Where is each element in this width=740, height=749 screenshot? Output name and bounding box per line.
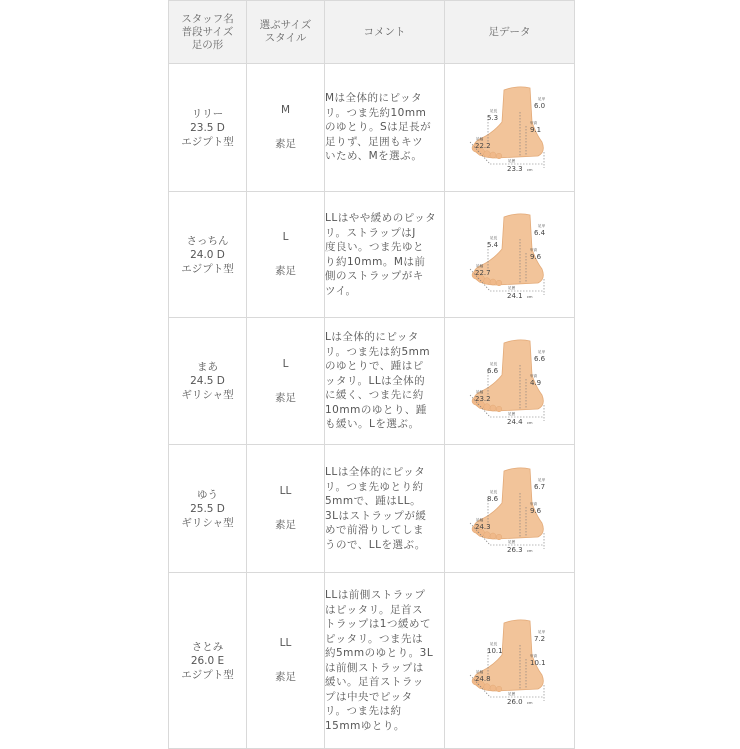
comment-line: いため、Mを選ぶ。	[325, 150, 423, 163]
comment-line: に緩く、つま先に約	[325, 389, 424, 402]
foot-data-cell	[445, 318, 575, 445]
foot-data-cell	[445, 192, 575, 318]
header-staff-line: スタッフ名	[181, 12, 234, 25]
usual-size: 26.0 E	[190, 654, 225, 667]
chosen-size: LL	[279, 637, 292, 649]
table-row	[169, 192, 575, 318]
size-cell	[247, 445, 325, 573]
unit-label: cm	[526, 421, 532, 425]
height-value: 5.4	[486, 240, 498, 249]
instep-value: 6.7	[533, 482, 545, 491]
comment-line: ツイ。	[325, 284, 357, 297]
toe-shape	[490, 533, 496, 539]
length-value: 24.4	[506, 418, 523, 426]
comment-cell	[325, 445, 445, 573]
usual-size: 25.5 D	[190, 502, 225, 515]
comment-line: 緩い。足首ストラッ	[325, 676, 424, 688]
girth-value: 24.3	[474, 522, 491, 531]
staff-cell	[169, 318, 247, 445]
usual-size: 23.5 D	[190, 121, 225, 134]
comment-line: LLは全体的にピッタ	[325, 466, 426, 478]
size-fitting-table	[168, 0, 575, 749]
comment-line: Lは全体的にピッタ	[325, 331, 419, 344]
length-value: 26.0	[506, 697, 523, 706]
instep-label: 足甲	[537, 223, 545, 228]
instep-value: 6.0	[533, 101, 545, 110]
height-value: 5.3	[486, 113, 498, 122]
toe-shape	[483, 404, 490, 411]
wear-style: 素足	[275, 265, 296, 277]
toe-shape	[496, 534, 502, 540]
comment-line: うので、LLを選ぶ。	[325, 538, 426, 551]
foot-shape-type: エジプト型	[181, 262, 234, 275]
comment-line: のゆとりで、踵はピ	[325, 360, 424, 373]
height-value: 6.6	[486, 367, 498, 375]
header-size-line: スタイル	[264, 32, 307, 44]
width-label: 足幅	[475, 517, 483, 522]
comment-line: 度良い。つま先ゆと	[325, 241, 424, 253]
unit-label: cm	[526, 700, 532, 705]
comment-cell	[325, 318, 445, 445]
comment-line: は前側ストラップは	[325, 661, 424, 674]
wear-style: 素足	[275, 138, 296, 150]
comment-cell	[325, 192, 445, 318]
chosen-size: L	[282, 357, 289, 370]
staff-cell	[169, 192, 247, 318]
toe-shape	[496, 686, 502, 692]
header-size	[247, 1, 325, 64]
staff-cell	[169, 445, 247, 573]
foot-diagram	[460, 82, 560, 174]
width-value: 9.6	[529, 506, 541, 515]
girth-value: 22.2	[474, 141, 491, 150]
comment-line: Mは全体的にピッタ	[325, 92, 423, 105]
comment-line: ッタリ。LLは全体的	[325, 374, 426, 387]
foot-diagram	[460, 615, 560, 707]
staff-name: さっちん	[186, 234, 229, 247]
girth-value: 24.8	[474, 674, 491, 683]
foot-shape-type: エジプト型	[181, 135, 234, 148]
comment-line: リ。ストラップはJ	[325, 226, 416, 239]
foot-shape-type: ギリシャ型	[181, 389, 234, 401]
comment-line: トラップは1つ緩めて	[325, 618, 431, 630]
height-label: 甲高	[529, 653, 537, 658]
staff-name: ゆう	[197, 488, 218, 501]
instep-label: 足甲	[537, 96, 545, 101]
comment-line: リ。つま先約10mm	[325, 106, 427, 119]
foot-shape-type: ギリシャ型	[181, 516, 234, 529]
header-staff	[169, 1, 247, 64]
toe-shape	[483, 683, 490, 690]
instep-value: 7.2	[533, 634, 545, 643]
length-label: 足長	[489, 362, 497, 366]
length-value: 26.3	[506, 545, 523, 554]
comment-line: 側のストラップがキ	[325, 270, 424, 282]
comment-line: 約5mmのゆとり。3L	[325, 647, 434, 659]
foot-data-cell	[445, 445, 575, 573]
width-value: 10.1	[529, 658, 546, 667]
comment-line: リ。つま先ゆとり約	[325, 480, 424, 493]
comment-line: も緩い。Lを選ぶ。	[325, 418, 420, 431]
header-staff-line: 足の形	[191, 38, 224, 51]
table-row	[169, 573, 575, 749]
comment-line: めで前滑りしてしま	[325, 524, 424, 536]
height-label: 甲高	[529, 501, 537, 506]
foot-data-cell	[445, 64, 575, 192]
comment-line: はピッタリ。足首ス	[325, 603, 424, 616]
size-cell	[247, 318, 325, 445]
staff-name: まあ	[197, 361, 218, 373]
header-size-line: 選ぶサイズ	[259, 19, 312, 31]
staff-cell	[169, 573, 247, 749]
table-row	[169, 445, 575, 573]
girth-value: 23.2	[474, 395, 491, 403]
comment-line: ピッタリ。つま先は	[325, 632, 424, 645]
header-staff-line: 普段サイズ	[181, 25, 234, 38]
wear-style: 素足	[275, 391, 296, 404]
header-foot-data: 足データ	[445, 1, 575, 64]
chosen-size: L	[282, 231, 289, 243]
length-label: 足長	[489, 489, 497, 494]
length-value: 24.1	[506, 291, 523, 300]
girth-label: 足囲	[507, 539, 515, 544]
staff-name: さとみ	[191, 640, 224, 653]
toe-shape	[483, 531, 490, 538]
width-value: 4.9	[529, 379, 541, 387]
toe-shape	[490, 405, 496, 411]
comment-line: プは中央でピッタ	[325, 690, 413, 703]
table-row	[169, 318, 575, 445]
width-label: 足幅	[475, 669, 483, 674]
table-row	[169, 64, 575, 192]
width-label: 足幅	[475, 263, 483, 268]
toe-shape	[490, 279, 496, 285]
girth-label: 足囲	[507, 412, 515, 416]
toe-shape	[496, 280, 502, 286]
girth-label: 足囲	[507, 158, 515, 163]
comment-line: 10mmのゆとり、踵	[325, 403, 427, 416]
length-label: 足長	[489, 235, 497, 240]
comment-cell	[325, 573, 445, 749]
instep-label: 足甲	[537, 350, 545, 354]
unit-label: cm	[526, 548, 532, 553]
width-label: 足幅	[475, 390, 483, 394]
width-value: 9.6	[529, 252, 541, 261]
foot-shape-type: エジプト型	[181, 668, 234, 681]
toe-shape	[483, 277, 490, 284]
girth-value: 22.7	[474, 268, 491, 277]
usual-size: 24.5 D	[190, 375, 225, 387]
comment-line: LLはやや緩めのピッタ	[325, 212, 437, 224]
comment-line: 3Lはストラップが緩	[325, 509, 427, 522]
toe-shape	[496, 406, 502, 412]
comment-line: 足りず、足囲もキツ	[325, 135, 424, 148]
chosen-size: LL	[279, 485, 292, 497]
length-label: 足長	[489, 641, 497, 646]
comment-line: リ。つま先は約5mm	[325, 345, 431, 358]
height-label: 甲高	[529, 247, 537, 252]
length-label: 足長	[489, 108, 497, 113]
staff-cell	[169, 64, 247, 192]
comment-line: のゆとり。Sは足長が	[325, 121, 432, 134]
size-cell	[247, 192, 325, 318]
toe-shape	[490, 685, 496, 691]
comment-line: 15mmゆとり。	[325, 719, 405, 732]
height-value: 10.1	[486, 646, 503, 655]
width-label: 足幅	[475, 136, 483, 141]
instep-value: 6.6	[533, 355, 545, 363]
toe-shape	[490, 152, 496, 158]
length-value: 23.3	[506, 164, 523, 173]
unit-label: cm	[526, 294, 532, 299]
wear-style: 素足	[275, 671, 296, 683]
staff-name: リリー	[191, 107, 224, 120]
comment-line: LLは前側ストラップ	[325, 589, 426, 601]
instep-label: 足甲	[537, 477, 545, 482]
size-cell	[247, 64, 325, 192]
foot-data-cell	[445, 573, 575, 749]
header-comment: コメント	[325, 1, 445, 64]
toe-shape	[496, 153, 502, 159]
chosen-size: M	[280, 104, 291, 116]
foot-diagram	[460, 335, 560, 427]
toe-shape	[483, 150, 490, 157]
width-value: 9.1	[529, 125, 541, 134]
comment-cell	[325, 64, 445, 192]
comment-line: り約10mm。Mは前	[325, 255, 426, 268]
header-row	[169, 1, 575, 64]
height-value: 8.6	[486, 494, 498, 503]
instep-value: 6.4	[533, 228, 545, 237]
size-cell	[247, 573, 325, 749]
foot-diagram	[460, 463, 560, 555]
height-label: 甲高	[529, 374, 537, 378]
girth-label: 足囲	[507, 285, 515, 290]
instep-label: 足甲	[537, 629, 545, 634]
girth-label: 足囲	[507, 691, 515, 696]
height-label: 甲高	[529, 120, 537, 125]
unit-label: cm	[526, 167, 532, 172]
wear-style: 素足	[275, 519, 296, 531]
usual-size: 24.0 D	[190, 248, 225, 261]
comment-line: 5mmで、踵はLL。	[325, 495, 422, 507]
comment-line: リ。つま先は約	[325, 705, 402, 717]
foot-diagram	[460, 209, 560, 301]
